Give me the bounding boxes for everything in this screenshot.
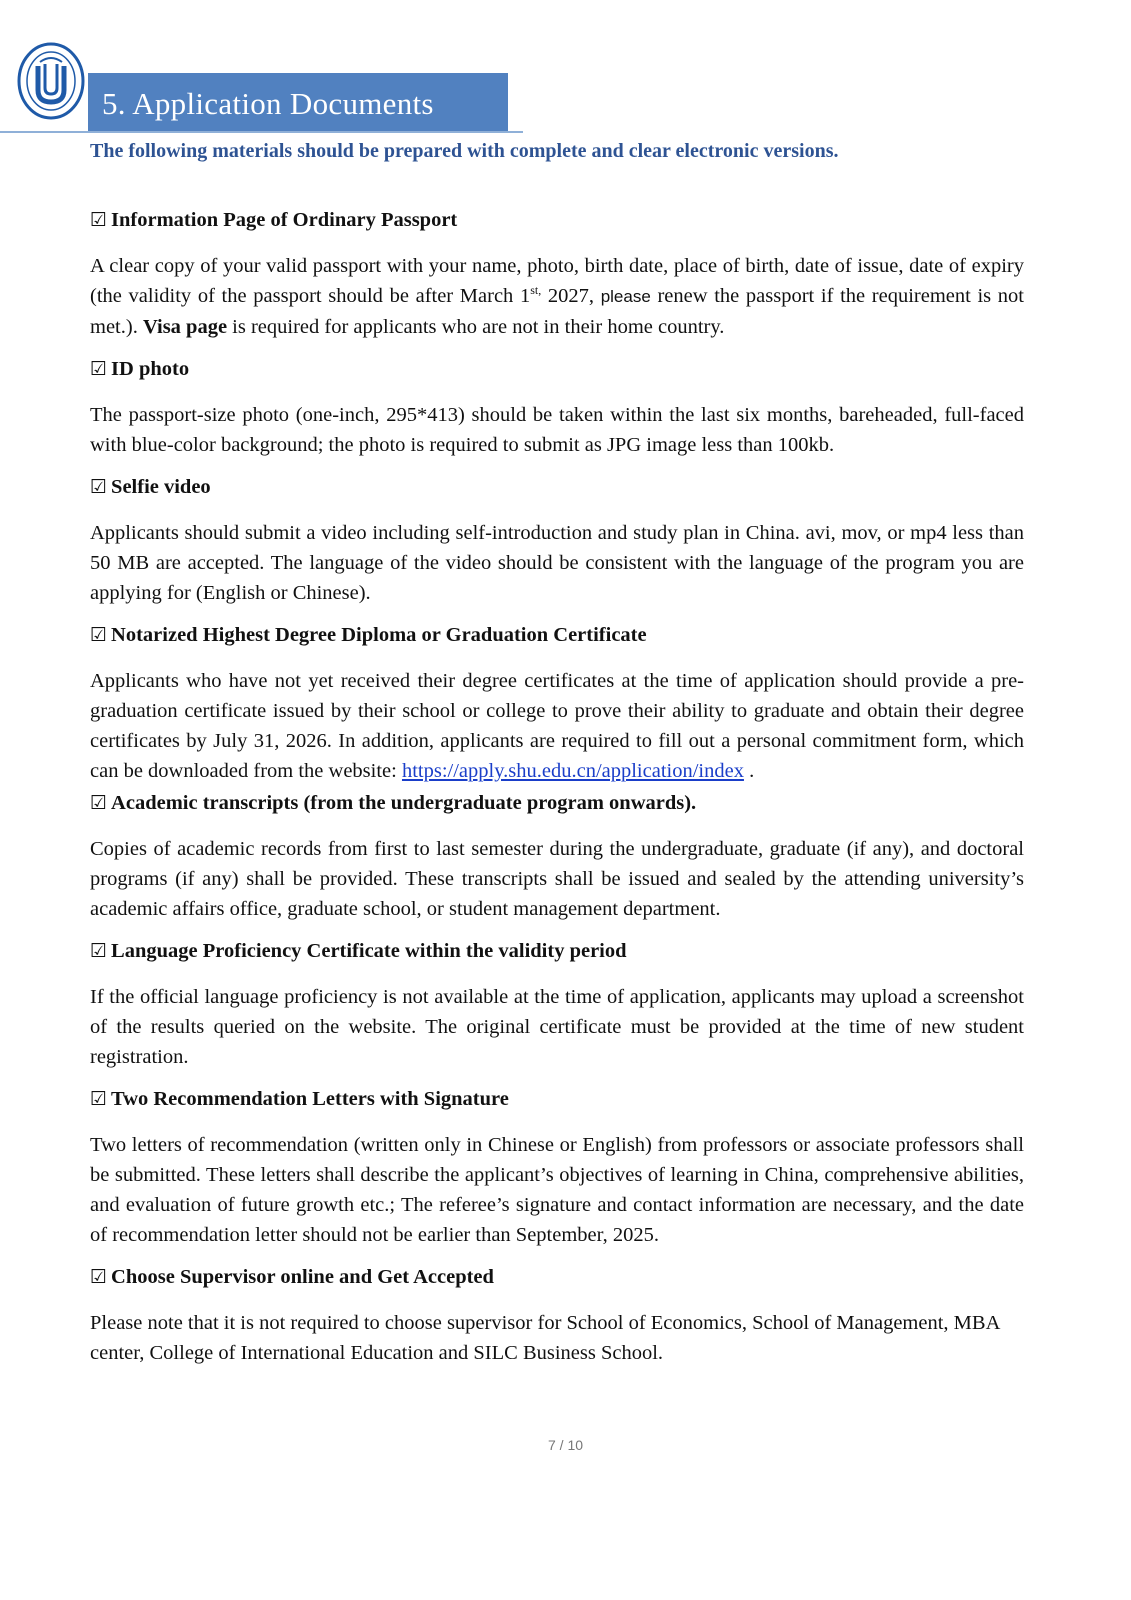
checkbox-checked-icon: ☑ [90, 209, 108, 231]
item-body-transcripts: Copies of academic records from first to last semester during the undergraduate, graduate (if any), and doctoral programs (if any) shall be provided. These transcripts shall be issued and sealed by the attending university’s academic affairs office, graduate school, or student management department. [90, 838, 1024, 920]
item-heading-passport: ☑ Information Page of Ordinary Passport [90, 209, 458, 231]
item-heading-diploma: ☑ Notarized Highest Degree Diploma or Graduation Certificate [90, 624, 647, 646]
item-body-recommendation: Two letters of recommendation (written only in Chinese or English) from professors or associate professors shall be submitted. These letters shall describe the applicant’s objectives of learning in China, comprehensive abilities, and evaluation of future growth etc.; The referee’s signature and contact information are necessary, and the date of recommendation letter should not be earlier than September, 2025. [90, 1134, 1024, 1246]
item-body-passport: A clear copy of your valid passport with your name, photo, birth date, place of birth, date of issue, date of expiry (the validity of the passport should be after March $1^{st,}$ 2027, please renew the passport if the requirement is not met.). Visa page is required for applicants who are not in their home country. [90, 255, 1024, 338]
checkbox-checked-icon: ☑ [90, 792, 108, 814]
item-heading-selfie-video: ☑ Selfie video [90, 476, 211, 498]
checkbox-checked-icon: ☑ [90, 624, 108, 646]
checkbox-checked-icon: ☑ [90, 940, 108, 962]
item-body-id-photo: The passport-size photo (one-inch, 295*413) should be taken within the last six months, bareheaded, full-faced with blue-color background; the photo is required to submit as JPG image less than 100kb. [90, 404, 1024, 456]
item-body-supervisor: Please note that it is not required to choose supervisor for School of Economics, School of Management, MBA center, College of International Education and SILC Business School. [90, 1312, 1000, 1364]
item-heading-id-photo: ☑ ID photo [90, 358, 190, 380]
checkbox-checked-icon: ☑ [90, 1088, 108, 1110]
document-content [90, 207, 1024, 1382]
checkbox-checked-icon: ☑ [90, 476, 108, 498]
checkbox-checked-icon: ☑ [90, 1266, 108, 1288]
title-divider [0, 131, 523, 133]
application-website-link[interactable]: https://apply.shu.edu.cn/application/index [401, 760, 744, 782]
checkbox-checked-icon: ☑ [90, 358, 108, 380]
item-heading-supervisor: ☑ Choose Supervisor online and Get Accepted [90, 1266, 494, 1288]
section-title: 5. Application Documents [102, 86, 434, 121]
page-number: 7 / 10 [547, 1437, 584, 1453]
item-heading-transcripts: ☑ Academic transcripts (from the undergraduate program onwards). [90, 792, 697, 814]
item-body-selfie-video: Applicants should submit a video including self-introduction and study plan in China. avi, mov, or mp4 less than 50 MB are accepted. The language of the video should be consistent with the language of the program you are applying for (English or Chinese). [90, 522, 1024, 604]
intro-text: The following materials should be prepared with complete and clear electronic versions. [90, 140, 839, 162]
item-heading-language: ☑ Language Proficiency Certificate within the validity period [90, 940, 627, 962]
item-body-language: If the official language proficiency is not available at the time of application, applicants may upload a screenshot of the results queried on the website. The original certificate must be provided at the time of new student registration. [90, 986, 1024, 1068]
item-body-diploma: Applicants who have not yet received their degree certificates at the time of application should provide a pre-graduation certificate issued by their school or college to prove their ability to graduate and obtain their degree certificates by July 31, 2026. In addition, applicants are required to fill out a personal commitment form, which can be downloaded from the website: https://apply.shu.edu.cn/application/index . [90, 670, 1024, 782]
university-logo [16, 42, 86, 120]
item-heading-recommendation: ☑ Two Recommendation Letters with Signature [90, 1088, 509, 1110]
